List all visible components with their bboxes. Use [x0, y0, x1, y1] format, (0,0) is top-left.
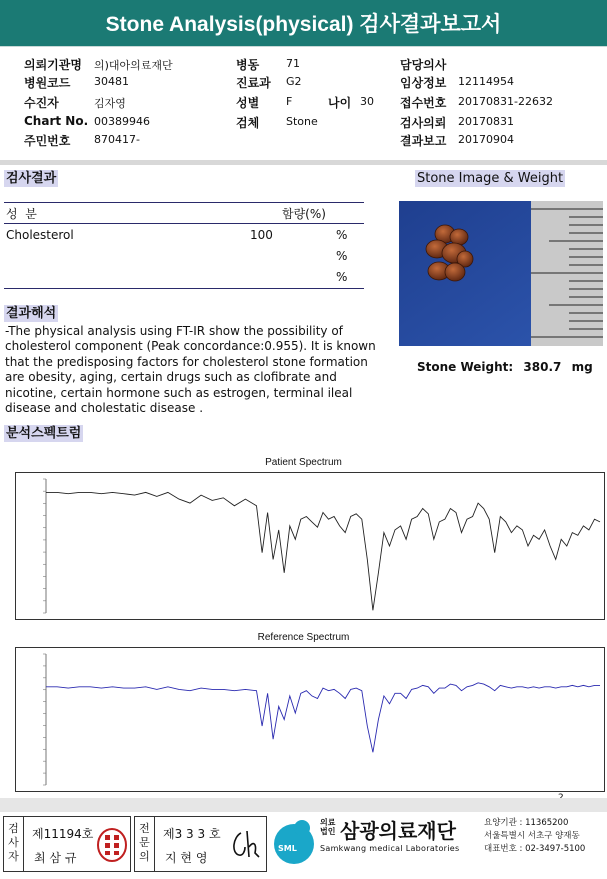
reference-spectrum-chart — [15, 647, 605, 792]
org-type-line1: 의료 — [320, 818, 336, 827]
stone-weight-unit: mg — [571, 360, 593, 374]
patient-spectrum-svg — [16, 473, 604, 619]
examiner-name: 최 삼 규 — [34, 851, 77, 865]
stone-photo — [399, 201, 603, 346]
results-section-title: 검사결과 — [6, 171, 57, 186]
value-department: G2 — [286, 75, 302, 88]
result-unit-3: % — [336, 270, 348, 284]
org-name-en: Samkwang medical Laboratories — [320, 844, 460, 853]
results-header-rule — [4, 223, 364, 224]
value-report-date: 20170904 — [458, 133, 514, 146]
result-component-1: Cholesterol — [6, 228, 74, 242]
footer — [0, 812, 607, 879]
value-chart-no: 00389946 — [94, 115, 150, 128]
label-request-date: 검사의뢰 — [400, 116, 447, 130]
specialist-signature-icon — [227, 827, 263, 863]
section-divider — [0, 160, 607, 165]
specialist-license: 제3 3 3 호 — [163, 827, 221, 841]
patient-spectrum-title: Patient Spectrum — [265, 457, 342, 468]
org-code: 요양기관 : 11365200 — [484, 818, 569, 828]
specialist-label: 전문의 — [135, 817, 155, 871]
interpretation-text: -The physical analysis using FT-IR show the possibility of cholesterol component (Peak concordance:0.955). It is known that the predisposing factors for cholesterol stone formation are obesity, aging, certain drugs such as clofibrate and nicotine, certain hormone such as estrogen, terminal ileal disease and cholestatic disease . — [5, 324, 376, 416]
examiner-seal-icon — [96, 827, 128, 863]
label-specimen: 검체 — [236, 116, 260, 130]
value-ward: 71 — [286, 57, 300, 70]
org-type — [320, 818, 335, 836]
value-request-date: 20170831 — [458, 115, 514, 128]
stone-weight — [417, 360, 593, 374]
label-sex: 성별 — [236, 96, 260, 110]
org-phone: 대표번호 : 02-3497-5100 — [484, 844, 586, 854]
label-ward: 병동 — [236, 58, 260, 72]
interpretation-section-title: 결과해석 — [6, 306, 57, 321]
org-type-line2: 법인 — [320, 827, 336, 836]
value-clinical-info: 12114954 — [458, 75, 514, 88]
stone-weight-label: Stone Weight: — [417, 360, 514, 374]
examiner-box — [3, 816, 131, 872]
value-receipt-no: 20170831-22632 — [458, 95, 553, 108]
reference-spectrum-svg — [16, 648, 604, 791]
reference-spectrum-title: Reference Spectrum — [257, 632, 350, 643]
label-clinical-info: 임상정보 — [400, 76, 447, 90]
label-chart-no: Chart No. — [24, 114, 89, 128]
label-age: 나이 — [328, 96, 352, 110]
value-patient: 김자영 — [94, 97, 126, 110]
specialist-name: 지 현 영 — [165, 851, 208, 865]
patient-spectrum-chart — [15, 472, 605, 620]
label-patient: 수진자 — [24, 96, 59, 110]
results-bottom-rule — [4, 288, 364, 289]
org-address: 서울특별시 서초구 양재동 — [484, 831, 580, 841]
label-receipt-no: 접수번호 — [400, 96, 447, 110]
reference-spectrum-line — [46, 683, 600, 753]
value-age: 30 — [360, 95, 374, 108]
results-col-amount: 함량(%) — [282, 207, 326, 221]
specialist-box — [134, 816, 267, 872]
examiner-label: 검사자 — [4, 817, 24, 871]
spectrum-section-title: 분석스펙트럼 — [6, 426, 82, 441]
value-specimen: Stone — [286, 115, 318, 128]
label-org: 의뢰기관명 — [24, 58, 82, 72]
sml-logo-icon — [272, 816, 316, 866]
value-id-number: 870417- — [94, 133, 140, 146]
label-department: 진료과 — [236, 76, 271, 90]
patient-spectrum-line — [46, 492, 600, 610]
stone-weight-value: 380.7 — [523, 360, 562, 374]
org-name: 삼광의료재단 — [340, 819, 456, 843]
label-report-date: 결과보고 — [400, 134, 447, 148]
value-org: 의)대아의료재단 — [94, 59, 173, 72]
org-contact — [484, 817, 585, 856]
title-rule — [0, 46, 607, 47]
sml-logo-text: SML — [278, 844, 297, 853]
value-sex: F — [286, 95, 293, 108]
label-id-number: 주민번호 — [24, 134, 71, 148]
stone-section-title: Stone Image & Weight — [417, 171, 564, 186]
result-amount-1: 100 — [250, 228, 273, 242]
result-unit-2: % — [336, 249, 348, 263]
footer-rule — [0, 798, 607, 812]
results-col-component: 성 분 — [6, 207, 37, 221]
value-hospital-code: 30481 — [94, 75, 129, 88]
label-doctor: 담당의사 — [400, 58, 447, 72]
examiner-license: 제11194호 — [32, 827, 94, 841]
report-title: Stone Analysis(physical) 검사결과보고서 — [0, 0, 607, 46]
results-top-rule — [4, 202, 364, 203]
label-hospital-code: 병원코드 — [24, 76, 71, 90]
result-unit-1: % — [336, 228, 348, 242]
